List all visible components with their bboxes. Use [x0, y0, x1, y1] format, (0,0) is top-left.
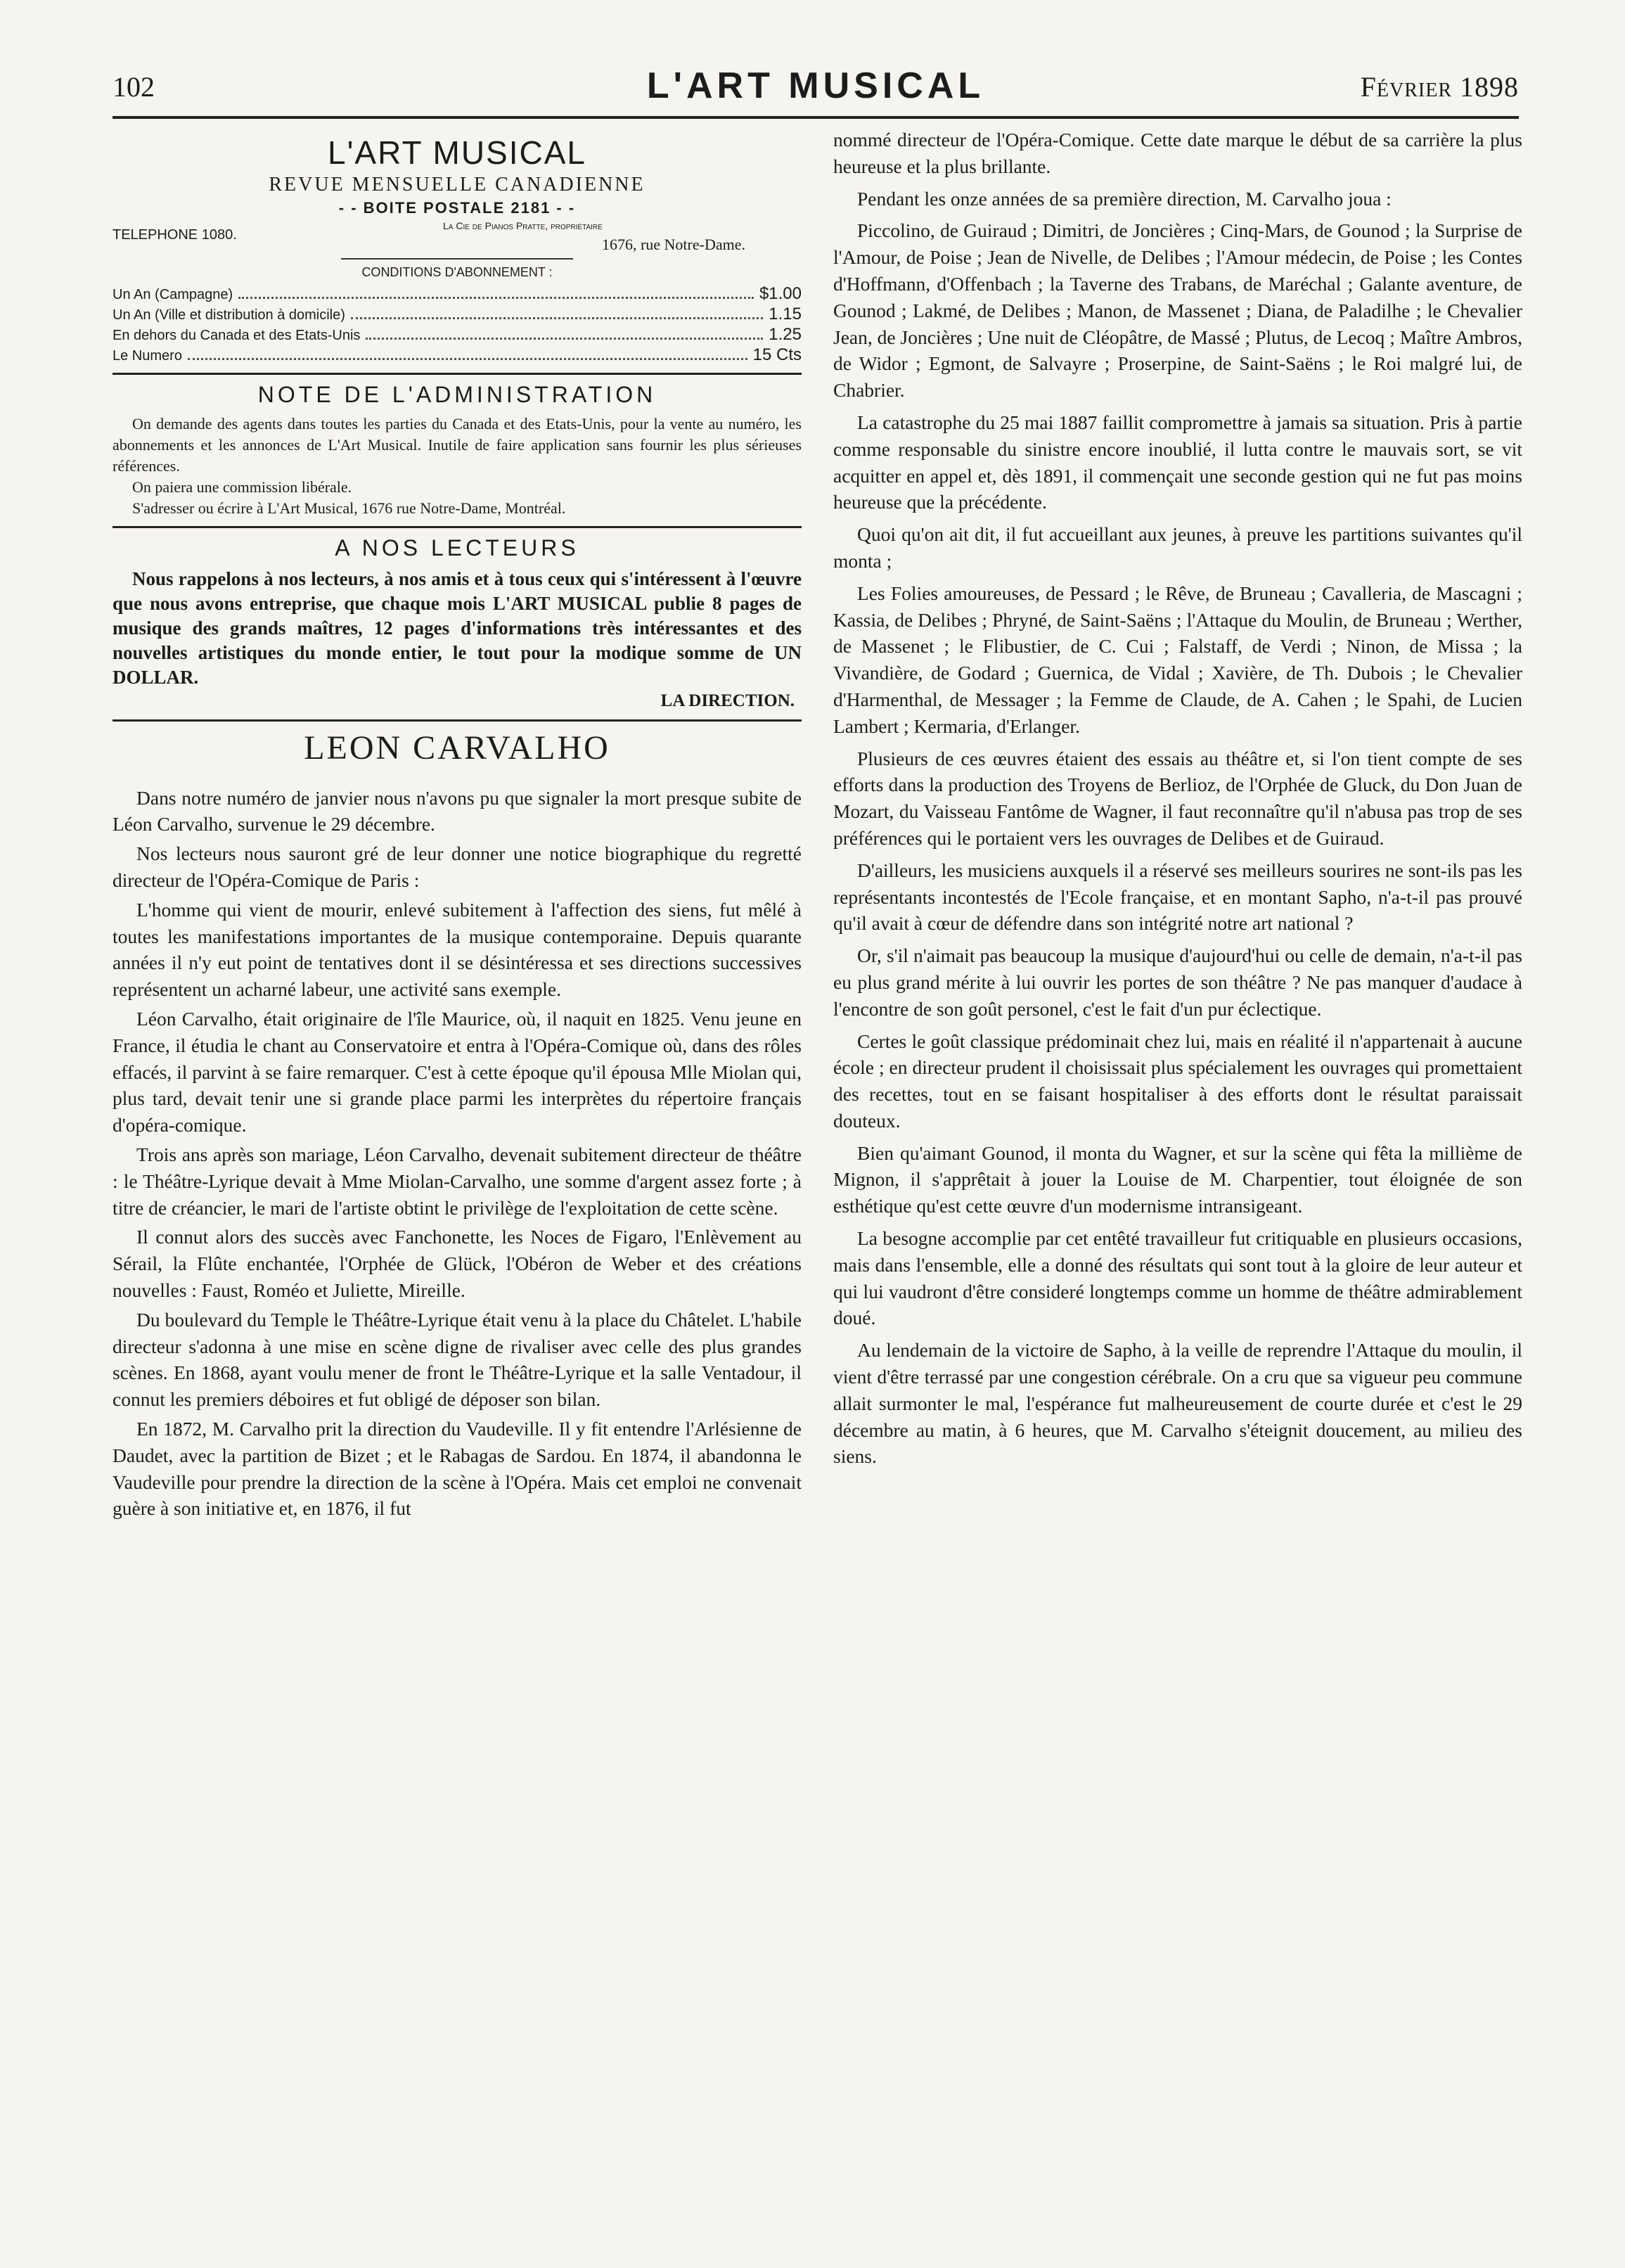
- article-paragraph: Nos lecteurs nous sauront gré de leur donner une notice biographique du regretté directeur de l'Opéra-Comique de Paris :: [113, 843, 802, 891]
- article-paragraph: Trois ans après son mariage, Léon Carvalho, devenait subitement directeur de théâtre : le Théâtre-Lyrique devait à Mme Miolan-Carvalho, une somme d'argent assez forte ; à titre de créancier, le mari de l'artiste obtint le privilège de l'exploitation de cette scène.: [113, 1143, 802, 1219]
- administration-paragraph: On paiera une commission libérale.: [132, 478, 352, 496]
- masthead-contact: [113, 217, 802, 258]
- owner: La Cie de Pianos Pratte, propriétaire: [443, 219, 603, 231]
- article-paragraph: Léon Carvalho, était originaire de l'île Maurice, où, il naquit en 1825. Venu jeune en France, il étudia le chant au Conservatoire et entra à l'Opéra-Comique où, dans des rôles effacés, il parvint à se faire remarquer. C'est à cette époque qu'il épousa Mlle Miolan qui, plus tard, devait tenir une si grande place parmi les interprètes du répertoire français d'opéra-comique.: [113, 1007, 802, 1136]
- article-paragraph: Au lendemain de la victoire de Sapho, à la veille de reprendre l'Attaque du moulin, il vient d'être terrassé par une congestion cérébrale. On a cru que sa vigueur peu commune allait surmonter le mal, l'espérance fut malheureusement de courte durée et c'est le 29 décembre au matin, à 6 heures, que M. Carvalho s'éteignit doucement, au milieu des siens.: [833, 1339, 1522, 1468]
- subscription-price: 1.15: [769, 304, 802, 323]
- masthead: [113, 135, 802, 260]
- subscription-conditions: [113, 265, 802, 366]
- section-rule: [113, 373, 802, 375]
- administration-heading: NOTE DE L'ADMINISTRATION: [257, 381, 657, 407]
- article-paragraph: Les Folies amoureuses, de Pessard ; le Rêve, de Bruneau ; Cavalleria, de Mascagni ; Kassia, de Delibes ; Phryné, de Saint-Saëns ; l'Attaque du Moulin, de Bruneau ; Werther, de Massenet ; le Flibustier, de C. Cui ; Falstaff, de Verdi ; Ninon, de Missa ; la Vivandière, de Godard ; Guernica, de Vidal ; Xavière, de Th. Dubois ; le Chevalier d'Harmenthal, de Messager ; la Femme de Claude, de A. Cahen ; le Spahi, de Lucien Lambert ; Kermaria, d'Erlanger.: [833, 582, 1522, 737]
- article-paragraph: En 1872, M. Carvalho prit la direction du Vaudeville. Il y fit entendre l'Arlésienne de Daudet, avec la partition de Bizet ; et le Rabagas de Sardou. En 1874, il abandonna le Vaudeville pour prendre la direction de la scène à l'Opéra. Mais cet emploi ne convenait guère à son initiative et, en 1876, il fut: [113, 1417, 802, 1520]
- article-body-right: [833, 127, 1522, 1470]
- subscription-label: En dehors du Canada et des Etats-Unis: [113, 327, 361, 343]
- article-paragraph: Certes le goût classique prédominait chez lui, mais en réalité il n'appartenait à aucune école ; en directeur prudent il choisissait plus spécialement les ouvrages qui promettaient des recettes, tout en se faisant hospitaliser à des efforts dont le résultat paraissait douteux.: [833, 1030, 1522, 1132]
- subscription-row: [113, 284, 802, 305]
- subscription-price: 15 Cts: [752, 345, 802, 364]
- right-column: [833, 127, 1522, 1475]
- header-rule: [113, 116, 1519, 119]
- section-rule: [113, 526, 802, 528]
- article-paragraph: Bien qu'aimant Gounod, il monta du Wagner, et sur la scène qui fêta la millième de Mignon, il s'apprêtait à jouer la Louise de M. Charpentier, tout éloignée de son esthétique qu'est cette œuvre d'un modernisme intransigeant.: [833, 1141, 1522, 1217]
- dot-leader: [351, 317, 763, 319]
- administration-paragraph: On demande des agents dans toutes les parties du Canada et des Etats-Unis, pour la vente au numéro, les abonnements et les annonces de L'Art Musical. Inutile de faire application sans fournir les plus sérieuses références.: [113, 414, 802, 475]
- page-number: 102: [113, 71, 155, 103]
- readers-notice: [113, 535, 802, 712]
- administration-note: [113, 382, 802, 519]
- dot-leader: [238, 297, 754, 299]
- masthead-rule: [341, 258, 573, 260]
- subscription-heading: CONDITIONS D'ABONNEMENT :: [361, 264, 553, 279]
- article-body-left: [113, 785, 802, 1523]
- administration-text: [113, 414, 802, 519]
- left-column: [113, 127, 802, 1525]
- section-rule: [113, 719, 802, 722]
- readers-signature: LA DIRECTION.: [660, 691, 795, 710]
- masthead-name: L'ART MUSICAL: [328, 134, 586, 171]
- subscription-label: Un An (Campagne): [113, 286, 233, 302]
- subscription-label: Un An (Ville et distribution à domicile): [113, 307, 345, 323]
- subscription-price: 1.25: [769, 324, 802, 344]
- article-paragraph: Piccolino, de Guiraud ; Dimitri, de Joncières ; Cinq-Mars, de Gounod ; la Surprise de l'Amour, de Poise ; Jean de Nivelle, de Delibes ; l'Amour médecin, de Poise ; les Contes d'Hoffmann, d'Offenbach ; la Taverne des Trabans, de Maréchal ; Galante aventure, de Gounod ; Lakmé, de Delibes ; Manon, de Massenet ; Diana, de Paladilhe ; le Chevalier Jean, de Joncières ; Une nuit de Cléopâtre, de Massé ; Plutus, de Lecoq ; Maître Ambros, de Widor ; Egmont, de Salvayre ; Proserpine, de Saint-Saëns ; le Roi malgré lui, de Chabrier.: [833, 219, 1522, 402]
- dot-leader: [366, 338, 763, 340]
- subscription-row: [113, 325, 802, 345]
- article-paragraph: L'homme qui vient de mourir, enlevé subitement à l'affection des siens, fut mêlé à toutes les manifestations importantes de la musique contemporaine. Depuis quarante années il n'y eut point de tentatives dont il se désintéressa et ses directions successives représentent un acharné labeur, une activité sans exemple.: [113, 898, 802, 1001]
- administration-paragraph: S'adresser ou écrire à L'Art Musical, 1676 rue Notre-Dame, Montréal.: [132, 499, 566, 517]
- article-paragraph: Il connut alors des succès avec Fanchonette, les Noces de Figaro, l'Enlèvement au Sérail, la Flûte enchantée, l'Orphée de Glück, l'Obéron de Weber et des créations nouvelles : Faust, Roméo et Juliette, Mireille.: [113, 1226, 802, 1301]
- article-paragraph: Or, s'il n'aimait pas beaucoup la musique d'aujourd'hui ou celle de demain, n'a-t-il pas eu plus grand mérite à lui ouvrir les portes de son théâtre ? Ne pas manquer d'audace à l'encontre de son goût personel, c'est le fait d'un pur éclectique.: [833, 944, 1522, 1020]
- article-paragraph: Pendant les onze années de sa première direction, M. Carvalho joua :: [857, 187, 1392, 210]
- article-paragraph: Quoi qu'on ait dit, il fut accueillant aux jeunes, à preuve les partitions suivantes qu'il monta ;: [833, 523, 1522, 572]
- subscription-row: [113, 345, 802, 366]
- article-title: LEON CARVALHO: [304, 729, 610, 767]
- article-paragraph: La catastrophe du 25 mai 1887 faillit compromettre à jamais sa situation. Pris à partie comme responsable du sinistre encore inoublié, il lutta contre le mauvais sort, se vit acquitter en appel et, dès 1891, il commençait une seconde gestion qui ne fut pas moins heureuse que la précédente.: [833, 411, 1522, 513]
- article-paragraph: nommé directeur de l'Opéra-Comique. Cette date marque le début de sa carrière la plus heureuse et la plus brillante.: [833, 129, 1522, 177]
- owner-address: 1676, rue Notre-Dame.: [601, 235, 745, 253]
- masthead-postal-box: - - BOITE POSTALE 2181 - -: [338, 198, 576, 217]
- article-paragraph: D'ailleurs, les musiciens auxquels il a réservé ses meilleurs sourires ne sont-ils pas les représentants incontestés de l'Ecole française, et en montant Sapho, n'a-t-il pas prouvé qu'il avait à cœur de défendre dans son intégrité notre art national ?: [833, 859, 1522, 935]
- subscription-label: Le Numero: [113, 347, 182, 364]
- dot-leader: [188, 358, 747, 360]
- article-paragraph: La besogne accomplie par cet entêté travailleur fut critiquable en plusieurs occasions, mais dans l'ensemble, elle a donné des résultats qui sont tout à la gloire de leur auteur et qui lui vaudront d'être consideré longtemps comme un homme de théâtre admirablement doué.: [833, 1227, 1522, 1329]
- telephone: TELEPHONE 1080.: [113, 226, 237, 243]
- readers-heading: A NOS LECTEURS: [335, 534, 579, 560]
- readers-text: Nous rappelons à nos lecteurs, à nos amis et à tous ceux qui s'intéressent à l'œuvre que nous avons entreprise, que chaque mois L'ART MUSICAL publie 8 pages de musique des grands maîtres, 12 pages d'informations très intéressantes et des nouvelles artistiques du monde entier, le tout pour la modique somme de UN DOLLAR.: [113, 568, 802, 688]
- running-header: [113, 65, 1519, 113]
- article-paragraph: Dans notre numéro de janvier nous n'avons pu que signaler la mort presque subite de Léon Carvalho, survenue le 29 décembre.: [113, 786, 802, 835]
- issue-date: Février 1898: [1360, 71, 1519, 103]
- article-paragraph: Du boulevard du Temple le Théâtre-Lyrique était venu à la place du Châtelet. L'habile directeur s'adonna à une mise en scène digne de rivaliser avec celle des plus grandes scènes. En 1868, ayant voulu mener de front le Théâtre-Lyrique et la salle Ventadour, il connut les premiers déboires et fut obligé de déposer son bilan.: [113, 1308, 802, 1411]
- journal-title: L'ART MUSICAL: [646, 65, 985, 106]
- article-paragraph: Plusieurs de ces œuvres étaient des essais au théâtre et, si l'on tient compte de ses efforts dans la production des Troyens de Berlioz, de l'Orphée de Gluck, du Don Juan de Mozart, du Vaisseau Fantôme de Wagner, il faut reconnaître qu'il n'abusa pas trop de ses préférences qui le portaient vers les ouvrages de Delibes et de Guiraud.: [833, 747, 1522, 849]
- subscription-row: [113, 305, 802, 325]
- masthead-subtitle: REVUE MENSUELLE CANADIENNE: [269, 173, 645, 196]
- subscription-price: $1.00: [759, 283, 802, 303]
